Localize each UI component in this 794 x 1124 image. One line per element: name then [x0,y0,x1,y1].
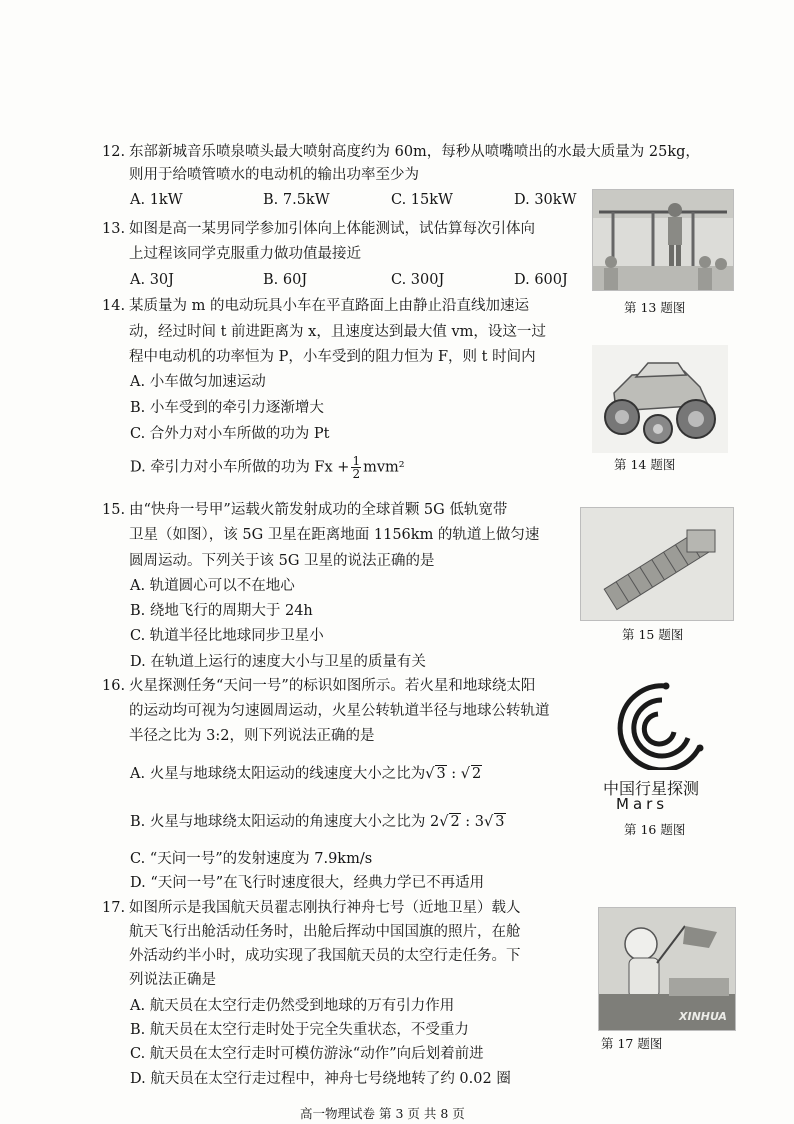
satellite-illustration [581,508,733,620]
page-footer: 高一物理试卷 第 3 页 共 8 页 [300,1106,465,1121]
q15-option-d: D. 在轨道上运行的速度大小与卫星的质量有关 [130,654,426,670]
q12-option-a: A. 1kW [130,192,183,208]
q12-option-b: B. 7.5kW [263,192,330,208]
satellite-photo [580,507,734,621]
xinhua-watermark: XINHUA [679,1010,727,1023]
q16-number: 16. [102,678,126,694]
q14-number: 14. [102,298,126,314]
q17-option-c: C. 航天员在太空行走时可模仿游泳“动作”向后划着前进 [130,1046,484,1062]
q14-line3: 程中电动机的功率恒为 P，小车受到的阻力恒为 F，则 t 时间内 [129,349,536,365]
q15-figure-caption: 第 15 题图 [622,627,684,642]
q14-line1: 14. 某质量为 m 的电动玩具小车在平直路面上由静止沿直线加速运 [102,298,529,314]
q13-option-d: D. 600J [514,272,568,288]
q14-line2: 动，经过时间 t 前进距离为 x，且速度达到最大值 vm，设这一过 [129,324,546,340]
pull-up-illustration [593,190,733,290]
q17-line2: 航天飞行出舱活动任务时，出舱后挥动中国国旗的照片，在舱 [129,924,521,940]
q13-option-a: A. 30J [130,272,174,288]
q13-number: 13. [102,221,126,237]
toy-car-photo [592,345,728,453]
q15-line2: 卫星（如图），该 5G 卫星在距离地面 1156km 的轨道上做匀速 [129,527,540,543]
q17-line3: 外活动约半小时，成功实现了我国航天员的太空行走任务。下 [129,948,521,964]
toy-car-illustration [592,345,728,453]
q16-option-b: B. 火星与地球绕太阳运动的角速度大小之比为 2√ 2 : 3√ 3 [130,814,505,830]
q17-option-b: B. 航天员在太空行走时处于完全失重状态，不受重力 [130,1022,469,1038]
q13-line1: 13. 如图是高一某男同学参加引体向上体能测试，试估算每次引体向 [102,221,535,237]
q13-line2: 上过程该同学克服重力做功值最接近 [129,246,361,262]
q16-line2: 的运动均可视为匀速圆周运动，火星公转轨道半径与地球公转轨道 [129,703,550,719]
fraction-one-half: $\frac{1}{2}$ [352,454,361,481]
q12-option-c: C. 15kW [391,192,453,208]
q13-figure-caption: 第 13 题图 [624,300,686,315]
q14-option-a: A. 小车做匀加速运动 [130,374,266,390]
q15-option-a: A. 轨道圆心可以不在地心 [130,578,295,594]
q12-option-d: D. 30kW [514,192,577,208]
q16-line1: 16. 火星探测任务“天问一号”的标识如图所示。若火星和地球绕太阳 [102,678,536,694]
q15-number: 15. [102,502,126,518]
q16-option-a: A. 火星与地球绕太阳运动的线速度大小之比为√ 3 : √ 2 [130,766,482,782]
q17-line1: 17. 如图所示是我国航天员翟志刚执行神舟七号（近地卫星）载人 [102,900,521,916]
tianwen-logo [604,678,708,770]
q16-figure-caption: 第 16 题图 [624,822,686,837]
q17-figure-caption: 第 17 题图 [601,1036,663,1051]
logo-english-text: Mars [616,795,669,813]
q14-figure-caption: 第 14 题图 [614,457,676,472]
astronaut-photo [598,907,736,1031]
q17-line4: 列说法正确是 [129,972,216,988]
q15-option-c: C. 轨道半径比地球同步卫星小 [130,628,324,644]
q15-option-b: B. 绕地飞行的周期大于 24h [130,603,313,619]
q12-line2: 则用于给喷管喷水的电动机的输出功率至少为 [129,167,419,183]
q13-option-b: B. 60J [263,272,308,288]
pull-up-photo [592,189,734,291]
q14-option-d: D. 牵引力对小车所做的功为 Fx + $\frac{1}{2}$ mvm² [130,454,405,481]
q17-option-a: A. 航天员在太空行走仍然受到地球的万有引力作用 [130,998,455,1014]
q17-number: 17. [102,900,126,916]
q12-line1: 12. 东部新城音乐喷泉喷头最大喷射高度约为 60m，每秒从喷嘴喷出的水最大质量为 25kg， [102,144,700,160]
q16-option-d: D. “天问一号”在飞行时速度很大，经典力学已不再适用 [130,875,485,891]
logo-chinese-text: 中国行星探测 [603,779,700,798]
q15-line3: 圆周运动。下列关于该 5G 卫星的说法正确的是 [129,553,435,569]
orbit-logo-icon [604,678,708,770]
q14-option-c: C. 合外力对小车所做的功为 Pt [130,426,330,442]
q12-number: 12. [102,144,126,160]
q14-option-b: B. 小车受到的牵引力逐渐增大 [130,400,324,416]
q13-option-c: C. 300J [391,272,445,288]
q16-option-c: C. “天问一号”的发射速度为 7.9km/s [130,851,373,867]
q17-option-d: D. 航天员在太空行走过程中，神舟七号绕地转了约 0.02 圈 [130,1071,511,1087]
q16-line3: 半径之比为 3:2，则下列说法正确的是 [129,728,375,744]
q15-line1: 15. 由“快舟一号甲”运载火箭发射成功的全球首颗 5G 低轨宽带 [102,502,508,518]
